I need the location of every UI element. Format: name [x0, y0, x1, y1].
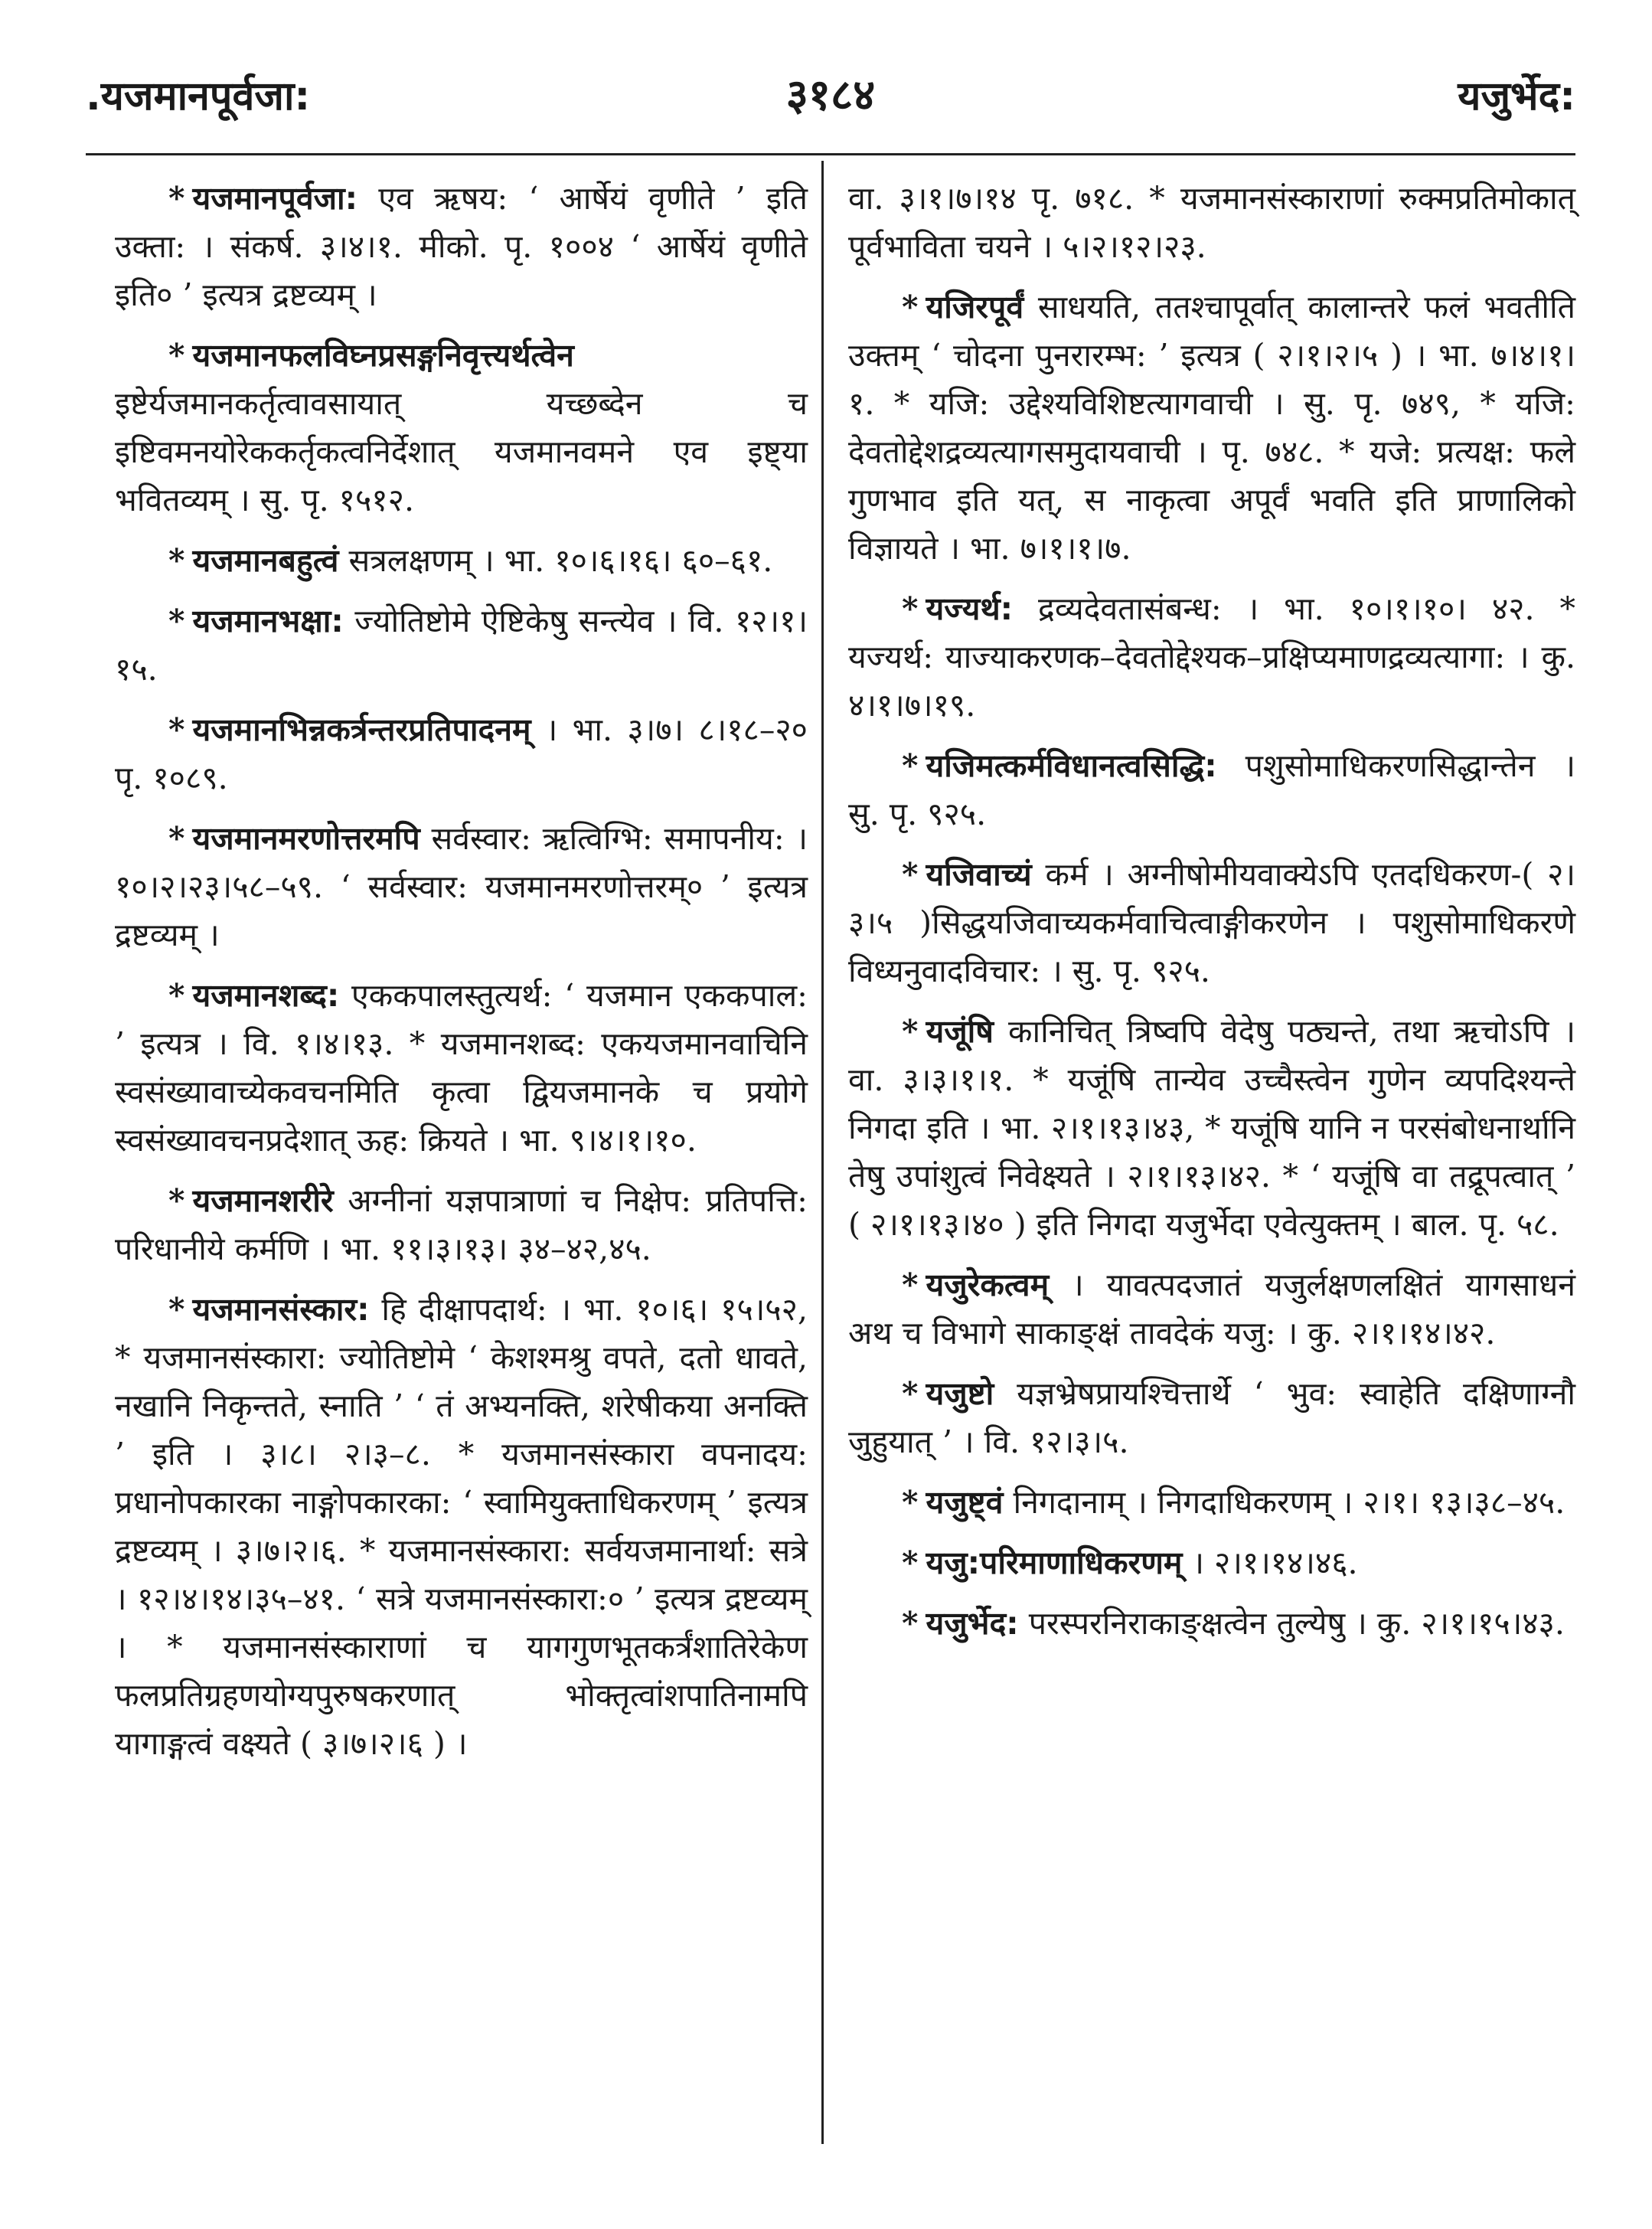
dictionary-entry: [848, 585, 1575, 730]
entry-marker: *: [168, 820, 185, 857]
entry-headword: यजूंषि: [926, 1013, 994, 1050]
entry-headword: यजमानशब्द:: [192, 977, 340, 1014]
dictionary-entry: [115, 1286, 808, 1768]
entry-text: कर्म । अग्नीषोमीयवाक्येऽपि एतदधिकरण-( २।३।५ )सिद्धयजिवाच्यकर्मवाचित्वाङ्गीकरणेन । पशुसोमाधिकरणे विध्यनुवादविचार: । सु. पृ. ९२५.: [848, 856, 1575, 989]
entry-marker: *: [902, 1605, 919, 1642]
entry-marker: *: [902, 1375, 919, 1412]
entry-headword: यजुष्टो: [926, 1375, 994, 1412]
dictionary-entry: [848, 1261, 1575, 1358]
entry-text: अग्नीनां यज्ञपात्राणां च निक्षेप: प्रतिपत्ति: परिधानीये कर्मणि । भा. ११।३।१३। ३४–४२,४५.: [115, 1182, 808, 1267]
dictionary-entry: [848, 175, 1575, 271]
dictionary-entry: [115, 175, 808, 319]
entry-marker: *: [168, 337, 185, 374]
entry-text: सत्रलक्षणम् । भा. १०।६।१६। ६०–६१.: [348, 542, 773, 579]
entry-text: । भा. ३।७। ८।१८–२० पृ. १०८९.: [115, 711, 808, 796]
entry-text: ज्योतिष्टोमे ऐष्टिकेषु सन्त्येव । वि. १२।१।१५.: [115, 603, 808, 688]
entry-text: । यावत्पदजातं यजुर्लक्षणलक्षितं यागसाधनं अथ च विभागे साकाङ्क्षं तावदेकं यजु: । कु. २।१।१४।४२.: [848, 1266, 1575, 1351]
entry-headword: यजमानबहुत्वं: [192, 542, 339, 579]
entry-marker: *: [168, 1291, 185, 1328]
dictionary-entry: [115, 537, 808, 585]
entry-headword: यजु:परिमाणाधिकरणम्: [926, 1544, 1183, 1581]
page-header: [86, 60, 1575, 129]
entry-text: वा. ३।१।७।१४ पृ. ७१८. * यजमानसंस्काराणां रुक्मप्रतिमोकात् पूर्वभाविता चयने । ५।२।१२।२३.: [848, 180, 1575, 265]
entry-marker: *: [902, 590, 919, 627]
entry-text: एव ऋषय: ‘ आर्षेयं वृणीते ’ इति उक्ता: । संकर्ष. ३।४।१. मीको. पृ. १००४ ‘ आर्षेयं वृणीते इति० ’ इत्यत्र द्रष्टव्यम् ।: [115, 180, 808, 313]
entry-headword: यजमानशरीरे: [192, 1182, 334, 1219]
entry-marker: *: [168, 711, 185, 748]
entry-text: यज्ञभ्रेषप्रायश्चित्तार्थे ‘ भुव: स्वाहेति दक्षिणाग्नौ जुहुयात् ’ । वि. १२।३।५.: [848, 1375, 1575, 1460]
dictionary-entry: [115, 1177, 808, 1273]
entry-marker: *: [168, 542, 185, 579]
entry-marker: *: [168, 603, 185, 639]
entry-marker: *: [168, 977, 185, 1014]
header-right-keyword: यजुर्भेद:: [1458, 74, 1575, 119]
entry-headword: यजुर्भेद:: [926, 1605, 1019, 1642]
entry-headword: यजमानमरणोत्तरमपि: [192, 820, 420, 857]
header-left-keyword: .यजमानपूर्वजा:: [86, 74, 311, 119]
entry-text: निगदानाम् । निगदाधिकरणम् । २।१। १३।३८–४५.: [1013, 1484, 1565, 1521]
dictionary-entry: [848, 1370, 1575, 1466]
dictionary-entry: [848, 742, 1575, 838]
entry-marker: *: [168, 1182, 185, 1219]
entry-text: हि दीक्षापदार्थ: । भा. १०।६। १५।५२, * यजमानसंस्कारा: ज्योतिष्टोमे ‘ केशश्मश्रु वपते, दतो धावते, नखानि निकृन्तते, स्नाति ’ ‘ तं अभ्यनक्ति, शरेषीकया अनक्ति ’ इति । ३।८। २।३–८. * यजमानसंस्कारा वपनादय: प्रधानोपकारका नाङ्गोपकारका: ‘ स्वामियुक्ताधिकरणम् ’ इत्यत्र द्रष्टव्यम् । ३।७।२।६. * यजमानसंस्कारा: सर्वयजमानार्था: सत्रे । १२।४।१४।३५–४१. ‘ सत्रे यजमानसंस्कारा:० ’ इत्यत्र द्रष्टव्यम् । * यजमानसंस्काराणां च यागगुणभूतकर्त्रंशातिरेकेण फलप्रतिग्रहणयोग्यपुरुषकरणात् भोक्तृत्वांशपातिनामपि यागाङ्गत्वं वक्ष्यते ( ३।७।२।६ ) ।: [115, 1291, 808, 1762]
entry-marker: *: [168, 180, 185, 217]
entry-text: द्रव्यदेवतासंबन्ध: । भा. १०।१।१०। ४२. * यज्यर्थ: याज्याकरणक–देवतोद्देश्यक–प्रक्षिप्यमाणद्रव्यत्यागा: । कु. ४।१।७।१९.: [848, 590, 1575, 724]
entry-headword: यजिरपूर्वं: [926, 289, 1024, 325]
dictionary-entry: [848, 1008, 1575, 1249]
right-column: [848, 175, 1575, 1660]
entry-headword: यजुष्ट्वं: [926, 1484, 1004, 1521]
entry-marker: *: [902, 1266, 919, 1303]
entry-marker: *: [902, 1013, 919, 1050]
entry-headword: यजमानभिन्नकर्त्रन्तरप्रतिपादनम्: [192, 711, 531, 748]
entry-text: । २।१।१४।४६.: [1192, 1544, 1358, 1581]
left-column: [115, 175, 808, 1780]
dictionary-entry: [848, 1600, 1575, 1648]
entry-text: कानिचित् त्रिष्वपि वेदेषु पठ्यन्ते, तथा ऋचोऽपि । वा. ३।३।१।१. * यजूंषि तान्येव उच्चैस्त्वेन गुणेन व्यपदिश्यन्ते निगदा इति । भा. २।१।१३।४३, * यजूंषि यानि न परसंबोधनार्थानि तेषु उपांशुत्वं निवेक्ष्यते । २।१।१३।४२. * ‘ यजूंषि वा तद्रूपत्वात् ’ ( २।१।१३।४० ) इति निगदा यजुर्भेदा एवेत्युक्तम् । बाल. पृ. ५८.: [848, 1013, 1575, 1243]
page-number: ३१८४: [785, 70, 876, 120]
entry-marker: *: [902, 289, 919, 325]
dictionary-entry: [848, 851, 1575, 995]
entry-headword: यजमानफलविघ्नप्रसङ्गनिवृत्त्यर्थत्वेन: [192, 337, 574, 374]
dictionary-entry: [115, 597, 808, 694]
entry-text: इष्टेर्यजमानकर्तृत्वावसायात् यच्छब्देन च इष्टिवमनयोरेककर्तृकत्वनिर्देशात् यजमानवमने एव इष्ट्या भवितव्यम् । सु. पृ. १५१२.: [115, 385, 808, 518]
entry-marker: *: [902, 856, 919, 893]
entry-text: सर्वस्वार: ऋत्विग्भि: समापनीय: । १०।२।२३।५८–५९. ‘ सर्वस्वार: यजमानमरणोत्तरम्० ’ इत्यत्र द्रष्टव्यम् ।: [115, 820, 808, 953]
dictionary-entry: [115, 972, 808, 1165]
dictionary-entry: [848, 283, 1575, 573]
column-divider: [821, 161, 824, 2144]
dictionary-entry: [115, 815, 808, 959]
entry-headword: यजुरेकत्वम्: [926, 1266, 1050, 1303]
entry-text: पशुसोमाधिकरणसिद्धान्तेन । सु. पृ. ९२५.: [848, 747, 1575, 832]
entry-headword: यजिमत्कर्मविधानत्वसिद्धि:: [926, 747, 1217, 784]
entry-marker: *: [902, 1544, 919, 1581]
entry-headword: यजमानभक्षा:: [192, 603, 344, 639]
header-rule: [86, 153, 1575, 155]
entry-headword: यजमानसंस्कार:: [192, 1291, 370, 1328]
entry-headword: यज्यर्थ:: [926, 590, 1014, 627]
entry-marker: *: [902, 1484, 919, 1521]
entry-text: परस्परनिराकाङ्क्षत्वेन तुल्येषु । कु. २।१।१५।४३.: [1028, 1605, 1565, 1642]
entry-text: एककपालस्तुत्यर्थ: ‘ यजमान एककपाल: ’ इत्यत्र । वि. १।४।१३. * यजमानशब्द: एकयजमानवाचिनि स्वसंख्यावाच्येकवचनमिति कृत्वा द्वियजमानके च प्रयोगे स्वसंख्यावचनप्रदेशात् ऊह: क्रियते । भा. ९।४।१।१०.: [115, 977, 808, 1159]
entry-headword: यजिवाच्यं: [926, 856, 1032, 893]
entry-marker: *: [902, 747, 919, 784]
dictionary-entry: [848, 1539, 1575, 1587]
entry-text: साधयति, ततश्चापूर्वात् कालान्तरे फलं भवतीति उक्तम् ‘ चोदना पुनरारम्भ: ’ इत्यत्र ( २।१।२।५ ) । भा. ७।४।१।१. * यजि: उद्देश्यविशिष्टत्यागवाची । सु. पृ. ७४९, * यजि: देवतोद्देशद्रव्यत्यागसमुदायवाची । पृ. ७४८. * यजे: प्रत्यक्ष: फले गुणभाव इति यत्, स नाकृत्वा अपूर्वं भवति इति प्राणालिको विज्ञायते । भा. ७।१।१।७.: [848, 289, 1575, 567]
dictionary-entry: [848, 1479, 1575, 1527]
dictionary-entry: [115, 706, 808, 802]
dictionary-entry: [115, 332, 808, 525]
entry-headword: यजमानपूर्वजा:: [192, 180, 358, 217]
